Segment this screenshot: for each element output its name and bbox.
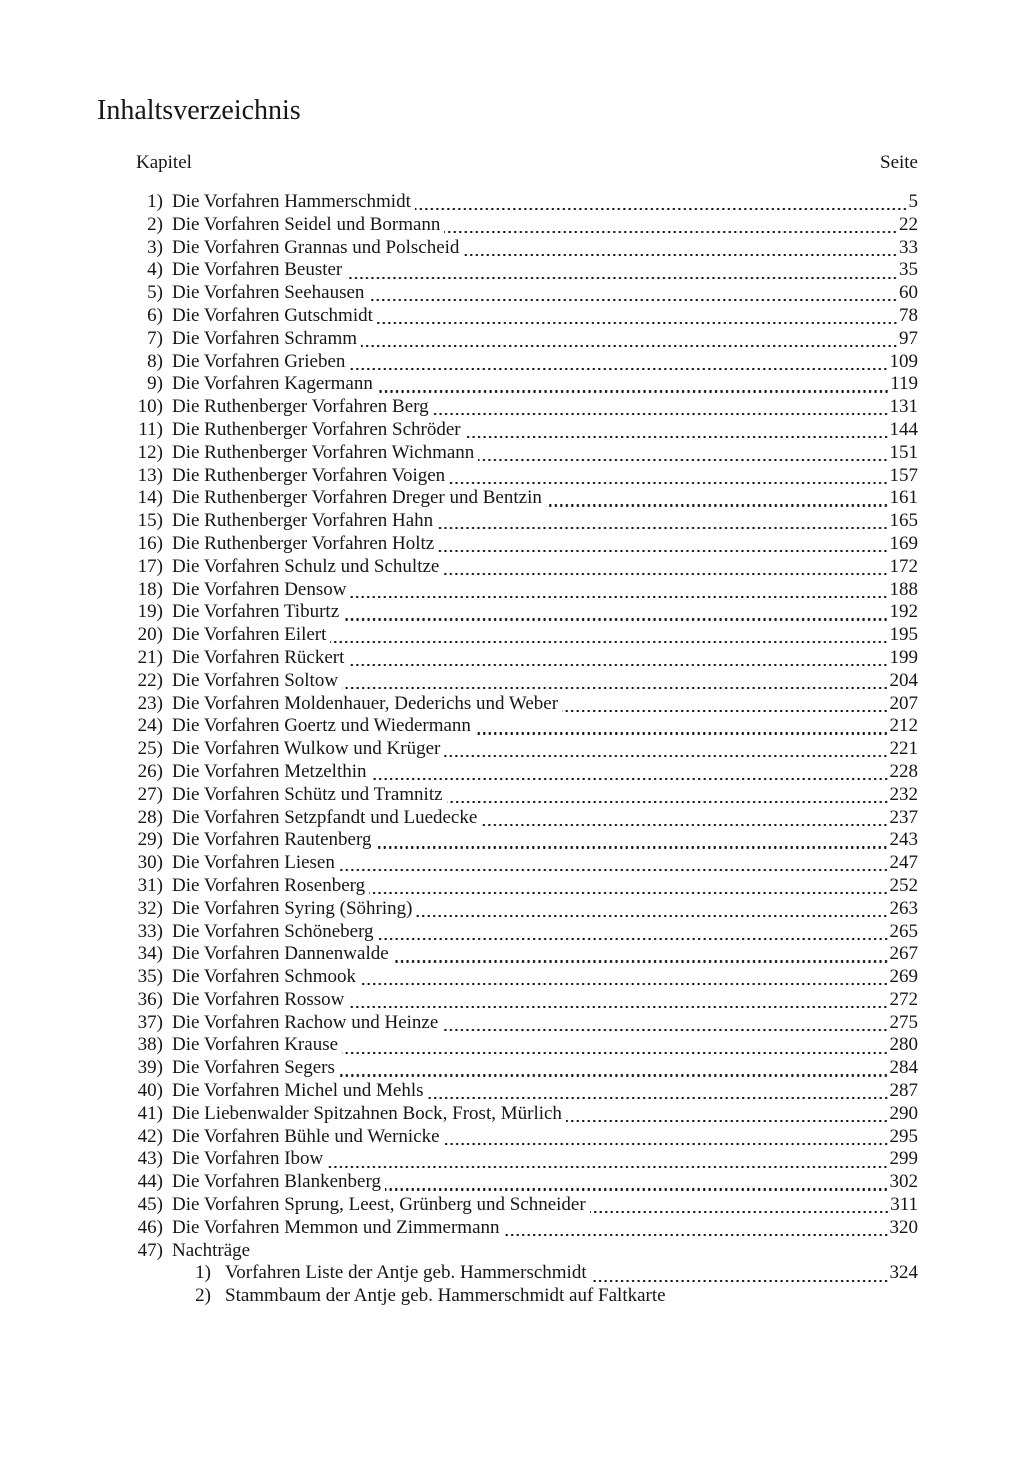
entry-title: Die Vorfahren Liesen — [172, 852, 335, 874]
entry-title: Stammbaum der Antje geb. Hammerschmidt auf Faltkarte — [225, 1285, 666, 1307]
entry-page-number: 247 — [889, 852, 918, 874]
entry-title: Die Vorfahren Metzelthin — [172, 760, 367, 782]
entry-number: 7) — [147, 327, 163, 349]
entry-page-number: 212 — [889, 715, 918, 737]
entry-number: 29) — [137, 829, 163, 851]
entry-number: 43) — [137, 1148, 163, 1170]
toc-entry — [126, 305, 918, 328]
dot-leader — [463, 254, 898, 256]
entry-number: 13) — [137, 464, 163, 486]
entry-page-number: 275 — [889, 1011, 918, 1033]
entry-title: Die Vorfahren Sprung, Leest, Grünberg und Schneider — [172, 1194, 586, 1216]
entry-title: Die Vorfahren Segers — [172, 1057, 335, 1079]
page-column-header: Seite — [880, 152, 918, 173]
entry-number: 34) — [137, 943, 163, 965]
entry-title: Die Ruthenberger Vorfahren Holtz — [172, 532, 435, 554]
entry-page-number: 324 — [889, 1262, 918, 1284]
dot-leader — [342, 1052, 888, 1054]
entry-page-number: 311 — [890, 1194, 918, 1216]
toc-entry — [126, 807, 918, 830]
entry-number: 2) — [195, 1285, 211, 1307]
entry-number: 41) — [137, 1102, 163, 1124]
toc-entry — [126, 1034, 918, 1057]
entry-number: 1) — [147, 191, 163, 212]
entry-page-number: 263 — [889, 897, 918, 919]
entry-title: Die Vorfahren Soltow — [172, 669, 339, 691]
toc-entry — [126, 214, 918, 237]
entry-title: Die Vorfahren Bühle und Wernicke — [172, 1125, 440, 1147]
toc-entry — [126, 465, 918, 488]
entry-number: 17) — [137, 555, 163, 577]
toc-entry — [126, 601, 918, 624]
toc-entry — [126, 1171, 918, 1194]
entry-page-number: 5 — [908, 191, 918, 212]
entry-number: 10) — [137, 396, 163, 418]
entry-title: Die Vorfahren Densow — [172, 578, 347, 600]
entry-number: 37) — [137, 1011, 163, 1033]
entry-page-number: 192 — [889, 601, 918, 623]
dot-leader — [346, 277, 898, 279]
dot-leader — [478, 459, 888, 461]
entry-page-number: 131 — [889, 396, 918, 418]
toc-entry — [126, 624, 918, 647]
toc-entry — [126, 579, 918, 602]
chapter-column-header: Kapitel — [136, 152, 192, 173]
entry-number: 32) — [137, 897, 163, 919]
entry-page-number: 22 — [899, 213, 918, 235]
entry-page-number: 280 — [889, 1034, 918, 1056]
dot-leader — [428, 1097, 889, 1099]
dot-leader — [438, 550, 888, 552]
dot-leader — [393, 960, 889, 962]
entry-page-number: 252 — [889, 874, 918, 896]
dot-leader — [361, 345, 898, 347]
toc-entry — [126, 1217, 918, 1240]
entry-page-number: 295 — [889, 1125, 918, 1147]
toc-entry — [126, 829, 918, 852]
dot-leader — [437, 527, 888, 529]
toc-entry — [126, 1012, 918, 1035]
entry-page-number: 161 — [889, 487, 918, 509]
toc-entry — [126, 989, 918, 1012]
dot-leader — [481, 824, 888, 826]
toc-entry — [126, 259, 918, 282]
toc-entry — [126, 1240, 918, 1263]
entry-number: 28) — [137, 806, 163, 828]
dot-leader — [377, 390, 889, 392]
dot-leader — [433, 413, 889, 415]
entry-title: Die Vorfahren Seidel und Bormann — [172, 213, 441, 235]
entry-title: Die Vorfahren Wulkow und Krüger — [172, 738, 441, 760]
entry-page-number: 320 — [889, 1216, 918, 1238]
dot-leader — [348, 664, 888, 666]
dot-leader — [449, 482, 888, 484]
dot-leader — [350, 596, 888, 598]
toc-entry — [126, 715, 918, 738]
dot-leader — [377, 322, 898, 324]
page-title: Inhaltsverzeichnis — [97, 95, 301, 126]
entry-page-number: 290 — [889, 1102, 918, 1124]
dot-leader — [415, 208, 908, 210]
dot-leader — [327, 1166, 888, 1168]
entry-title: Die Vorfahren Schütz und Tramnitz — [172, 783, 443, 805]
entry-title: Die Vorfahren Goertz und Wiedermann — [172, 715, 471, 737]
entry-number: 36) — [137, 988, 163, 1010]
toc-entry — [126, 784, 918, 807]
entry-title: Die Vorfahren Kagermann — [172, 373, 373, 395]
toc-entry — [126, 191, 918, 214]
entry-number: 16) — [137, 532, 163, 554]
toc-entry — [126, 328, 918, 351]
entry-number: 20) — [137, 624, 163, 646]
entry-number: 46) — [137, 1216, 163, 1238]
toc-entry — [126, 1080, 918, 1103]
dot-leader — [371, 778, 889, 780]
dot-leader — [590, 1211, 890, 1213]
toc-entry — [126, 282, 918, 305]
entry-title: Die Vorfahren Schöneberg — [172, 920, 374, 942]
toc-entry — [126, 351, 918, 374]
toc-entry — [126, 442, 918, 465]
entry-number: 22) — [137, 669, 163, 691]
toc-entry — [126, 396, 918, 419]
toc-subentry — [126, 1285, 918, 1308]
toc-entry — [126, 670, 918, 693]
dot-leader — [465, 436, 889, 438]
entry-title: Die Vorfahren Schmook — [172, 966, 356, 988]
dot-leader — [375, 846, 888, 848]
entry-title: Die Vorfahren Gutschmidt — [172, 304, 373, 326]
entry-title: Die Vorfahren Schramm — [172, 327, 358, 349]
entry-title: Die Vorfahren Moldenhauer, Dederichs und Weber — [172, 692, 559, 714]
dot-leader — [378, 938, 889, 940]
dot-leader — [591, 1280, 889, 1282]
entry-title: Die Ruthenberger Vorfahren Voigen — [172, 464, 446, 486]
toc-entry — [126, 898, 918, 921]
entry-page-number: 284 — [889, 1057, 918, 1079]
toc-column-headers — [136, 152, 918, 175]
entry-title: Vorfahren Liste der Antje geb. Hammerschmidt — [225, 1262, 587, 1284]
entry-number: 15) — [137, 510, 163, 532]
entry-title: Die Ruthenberger Vorfahren Dreger und Bentzin — [172, 487, 542, 509]
entry-page-number: 243 — [889, 829, 918, 851]
entry-number: 9) — [147, 373, 163, 395]
entry-title: Die Vorfahren Rossow — [172, 988, 345, 1010]
entry-title: Die Vorfahren Rosenberg — [172, 874, 366, 896]
entry-number: 2) — [147, 213, 163, 235]
entry-title: Die Vorfahren Ibow — [172, 1148, 324, 1170]
dot-leader — [343, 618, 888, 620]
entry-title: Die Vorfahren Eilert — [172, 624, 327, 646]
entry-page-number: 119 — [890, 373, 918, 395]
entry-number: 3) — [147, 236, 163, 258]
toc-entry — [126, 419, 918, 442]
entry-page-number: 287 — [889, 1080, 918, 1102]
dot-leader — [349, 368, 888, 370]
dot-leader — [447, 801, 889, 803]
entry-page-number: 78 — [899, 304, 918, 326]
toc-entry — [126, 1103, 918, 1126]
entry-page-number: 207 — [889, 692, 918, 714]
entry-number: 25) — [137, 738, 163, 760]
entry-title: Die Vorfahren Hammerschmidt — [172, 191, 411, 212]
toc-entry — [126, 921, 918, 944]
entry-title: Die Ruthenberger Vorfahren Wichmann — [172, 441, 475, 463]
toc-entry — [126, 852, 918, 875]
entry-page-number: 169 — [889, 532, 918, 554]
entry-number: 33) — [137, 920, 163, 942]
entry-page-number: 172 — [889, 555, 918, 577]
entry-title: Die Vorfahren Dannenwalde — [172, 943, 389, 965]
dot-leader — [416, 915, 888, 917]
entry-number: 44) — [137, 1171, 163, 1193]
entry-title: Die Vorfahren Syring (Söhring) — [172, 897, 413, 919]
entry-title: Die Vorfahren Grieben — [172, 350, 346, 372]
dot-leader — [444, 1143, 889, 1145]
entry-number: 21) — [137, 646, 163, 668]
dot-leader — [566, 1120, 889, 1122]
entry-title: Die Vorfahren Rachow und Heinze — [172, 1011, 439, 1033]
entry-number: 1) — [195, 1262, 211, 1284]
entry-number: 23) — [137, 692, 163, 714]
entry-page-number: 188 — [889, 578, 918, 600]
entry-number: 8) — [147, 350, 163, 372]
entry-page-number: 228 — [889, 760, 918, 782]
entry-title: Die Vorfahren Blankenberg — [172, 1171, 381, 1193]
entry-page-number: 237 — [889, 806, 918, 828]
dot-leader — [442, 1029, 888, 1031]
toc-entry — [126, 966, 918, 989]
dot-leader — [339, 1074, 889, 1076]
entry-page-number: 195 — [889, 624, 918, 646]
entry-number: 40) — [137, 1080, 163, 1102]
toc-entry — [126, 237, 918, 260]
dot-leader — [348, 1006, 888, 1008]
dot-leader — [546, 504, 889, 506]
entry-number: 11) — [138, 418, 163, 440]
toc-entry — [126, 1126, 918, 1149]
entry-page-number: 60 — [899, 282, 918, 304]
dot-leader — [562, 710, 888, 712]
entry-number: 38) — [137, 1034, 163, 1056]
entry-page-number: 33 — [899, 236, 918, 258]
entry-page-number: 35 — [899, 259, 918, 281]
entry-page-number: 151 — [889, 441, 918, 463]
entry-number: 31) — [137, 874, 163, 896]
entry-page-number: 232 — [889, 783, 918, 805]
toc-entry — [126, 943, 918, 966]
entry-title: Die Vorfahren Krause — [172, 1034, 339, 1056]
dot-leader — [330, 641, 888, 643]
entry-title: Die Vorfahren Rautenberg — [172, 829, 372, 851]
entry-number: 12) — [137, 441, 163, 463]
entry-number: 42) — [137, 1125, 163, 1147]
entry-number: 39) — [137, 1057, 163, 1079]
toc-entry — [126, 1194, 918, 1217]
toc-entry — [126, 373, 918, 396]
entry-number: 30) — [137, 852, 163, 874]
entry-page-number: 109 — [889, 350, 918, 372]
entry-page-number: 199 — [889, 646, 918, 668]
entry-title: Die Ruthenberger Vorfahren Schröder — [172, 418, 461, 440]
entry-page-number: 267 — [889, 943, 918, 965]
entry-page-number: 221 — [889, 738, 918, 760]
entry-number: 35) — [137, 966, 163, 988]
toc-entry — [126, 875, 918, 898]
entry-page-number: 97 — [899, 327, 918, 349]
entry-title: Die Vorfahren Tiburtz — [172, 601, 340, 623]
dot-leader — [444, 755, 888, 757]
entry-title: Die Ruthenberger Vorfahren Berg — [172, 396, 429, 418]
entry-page-number: 302 — [889, 1171, 918, 1193]
entry-number: 27) — [137, 783, 163, 805]
entry-title: Die Vorfahren Rückert — [172, 646, 345, 668]
dot-leader — [444, 231, 898, 233]
dot-leader — [475, 732, 889, 734]
dot-leader — [443, 573, 888, 575]
entry-number: 24) — [137, 715, 163, 737]
entry-title: Die Vorfahren Setzpfandt und Luedecke — [172, 806, 478, 828]
toc-subentry — [126, 1262, 918, 1285]
dot-leader — [368, 299, 898, 301]
dot-leader — [339, 869, 889, 871]
entry-title: Nachträge — [172, 1239, 251, 1261]
entry-number: 14) — [137, 487, 163, 509]
entry-page-number: 299 — [889, 1148, 918, 1170]
entry-page-number: 157 — [889, 464, 918, 486]
entry-page-number: 269 — [889, 966, 918, 988]
entry-number: 45) — [137, 1194, 163, 1216]
entry-title: Die Liebenwalder Spitzahnen Bock, Frost, Mürlich — [172, 1102, 562, 1124]
toc-entry — [126, 510, 918, 533]
entry-title: Die Vorfahren Schulz und Schultze — [172, 555, 440, 577]
toc-entry — [126, 487, 918, 510]
entry-title: Die Vorfahren Michel und Mehls — [172, 1080, 424, 1102]
toc-entry — [126, 761, 918, 784]
dot-leader — [342, 687, 888, 689]
dot-leader — [369, 892, 888, 894]
entry-page-number: 272 — [889, 988, 918, 1010]
entry-number: 47) — [137, 1239, 163, 1261]
dot-leader — [385, 1188, 889, 1190]
dot-leader — [360, 983, 889, 985]
toc-entry — [126, 533, 918, 556]
entry-number: 26) — [137, 760, 163, 782]
entry-page-number: 165 — [889, 510, 918, 532]
entry-title: Die Ruthenberger Vorfahren Hahn — [172, 510, 434, 532]
entry-number: 5) — [147, 282, 163, 304]
entry-number: 6) — [147, 304, 163, 326]
entry-page-number: 144 — [889, 418, 918, 440]
entry-title: Die Vorfahren Memmon und Zimmermann — [172, 1216, 500, 1238]
toc-entry — [126, 738, 918, 761]
entry-title: Die Vorfahren Seehausen — [172, 282, 365, 304]
entry-page-number: 265 — [889, 920, 918, 942]
entry-number: 19) — [137, 601, 163, 623]
toc-entry — [126, 647, 918, 670]
entry-number: 18) — [137, 578, 163, 600]
entry-page-number: 204 — [889, 669, 918, 691]
toc-entry — [126, 693, 918, 716]
toc-list — [126, 191, 918, 1308]
dot-leader — [504, 1234, 889, 1236]
toc-entry — [126, 1148, 918, 1171]
entry-title: Die Vorfahren Beuster — [172, 259, 343, 281]
toc-entry — [126, 556, 918, 579]
toc-entry — [126, 1057, 918, 1080]
entry-title: Die Vorfahren Grannas und Polscheid — [172, 236, 460, 258]
entry-number: 4) — [147, 259, 163, 281]
